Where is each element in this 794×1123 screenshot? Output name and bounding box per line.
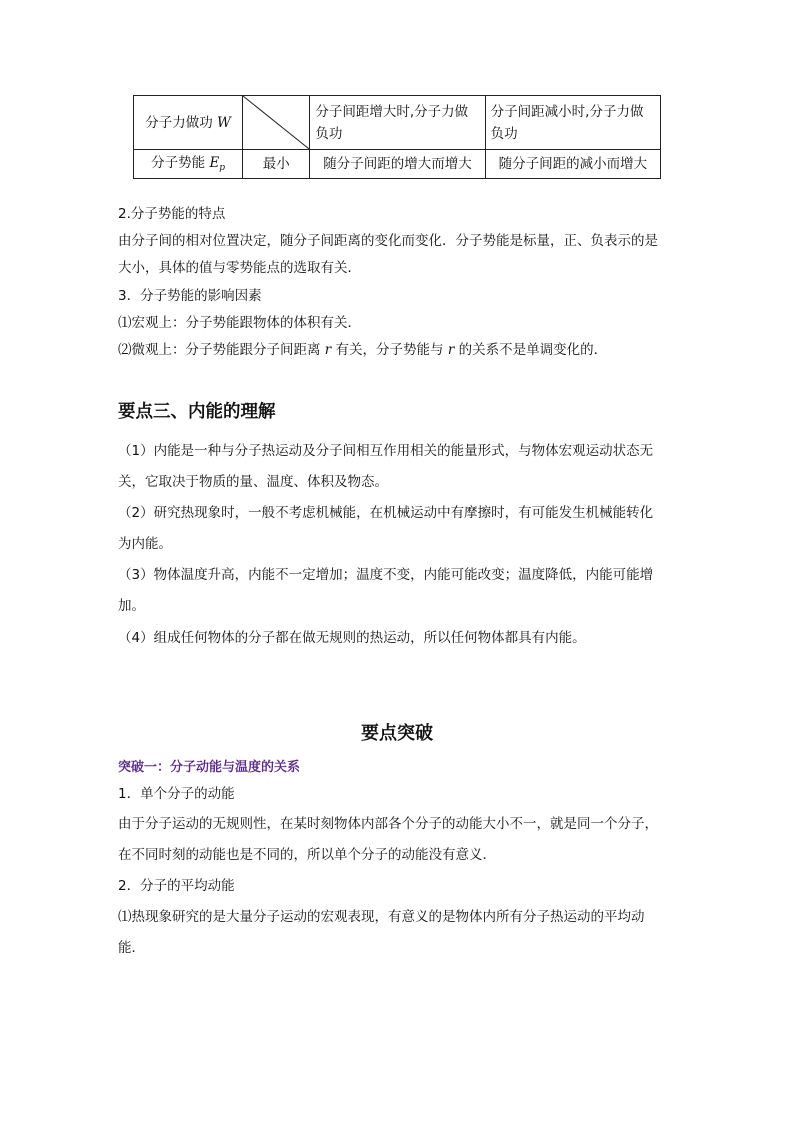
table-cell-diagonal bbox=[243, 96, 310, 150]
paragraph-line: （4）组成任何物体的分子都在做无规则的热运动，所以任何物体都具有内能。 bbox=[118, 630, 586, 646]
work-symbol: W bbox=[217, 114, 231, 131]
energy-subscript: p bbox=[219, 163, 226, 173]
paragraph-line: 由分子间的相对位置决定，随分子间距离的变化而变化．分子势能是标量，正、负表示的是 bbox=[118, 233, 658, 249]
distance-symbol: r bbox=[324, 342, 332, 358]
distance-symbol: r bbox=[447, 342, 455, 358]
list-item: ⑴宏观上：分子势能跟物体的体积有关． bbox=[118, 315, 361, 331]
paragraph-line: （3）物体温度升高，内能不一定增加；温度不变，内能可能改变；温度降低，内能可能增 bbox=[118, 567, 654, 583]
paragraph-line: （2）研究热现象时，一般不考虑机械能，在机械运动中有摩擦时，有可能发生机械能转化 bbox=[118, 505, 654, 521]
page-title: 要点突破 bbox=[361, 723, 433, 744]
paragraph-line: ⑴热现象研究的是大量分子运动的宏观表现，有意义的是物体内所有分子热运动的平均动 bbox=[118, 909, 645, 925]
cell-text: 分子势能 bbox=[151, 155, 210, 171]
energy-symbol: E bbox=[209, 155, 220, 171]
table-cell-label bbox=[134, 150, 243, 179]
paragraph-line: （1）内能是一种与分子热运动及分子间相互作用相关的能量形式，与物体宏观运动状态无 bbox=[118, 443, 654, 459]
paragraph-line: 能． bbox=[118, 940, 145, 956]
diagonal-line bbox=[243, 96, 309, 149]
table-cell: 分子间距减小时,分子力做负功 bbox=[485, 96, 660, 150]
paragraph-line: 在不同时刻的动能也是不同的，所以单个分子的动能没有意义． bbox=[118, 847, 496, 863]
potential-energy-table bbox=[133, 95, 661, 179]
subsection-title: 突破一：分子动能与温度的关系 bbox=[118, 760, 301, 775]
list-item: ⑵微观上：分子势能跟分子间距离 r 有关，分子势能与 r 的关系不是单调变化的． bbox=[118, 342, 608, 358]
table-row bbox=[134, 150, 661, 179]
table-cell: 最小 bbox=[243, 150, 310, 179]
section-heading: 1．单个分子的动能 bbox=[118, 786, 235, 802]
section-heading: 2．分子的平均动能 bbox=[118, 878, 235, 894]
section-heading: 2.分子势能的特点 bbox=[118, 206, 226, 222]
table-cell-label bbox=[134, 96, 243, 150]
table-cell: 随分子间距的减小而增大 bbox=[485, 150, 660, 179]
cell-text: 分子力做功 bbox=[145, 114, 218, 131]
paragraph-line: 由于分子运动的无规则性，在某时刻物体内部各个分子的动能大小不一，就是同一个分子， bbox=[118, 816, 658, 832]
section-title: 要点三、内能的理解 bbox=[118, 402, 276, 422]
paragraph-line: 关，它取决于物质的量、温度、体积及物态。 bbox=[118, 474, 388, 490]
table-row bbox=[134, 96, 661, 150]
table-cell: 分子间距增大时,分子力做负功 bbox=[310, 96, 485, 150]
section-heading: 3．分子势能的影响因素 bbox=[118, 288, 262, 304]
paragraph-line: 加。 bbox=[118, 598, 145, 614]
paragraph-line: 大小，具体的值与零势能点的选取有关． bbox=[118, 260, 361, 276]
table-cell: 随分子间距的增大而增大 bbox=[310, 150, 485, 179]
paragraph-line: 为内能。 bbox=[118, 536, 172, 552]
